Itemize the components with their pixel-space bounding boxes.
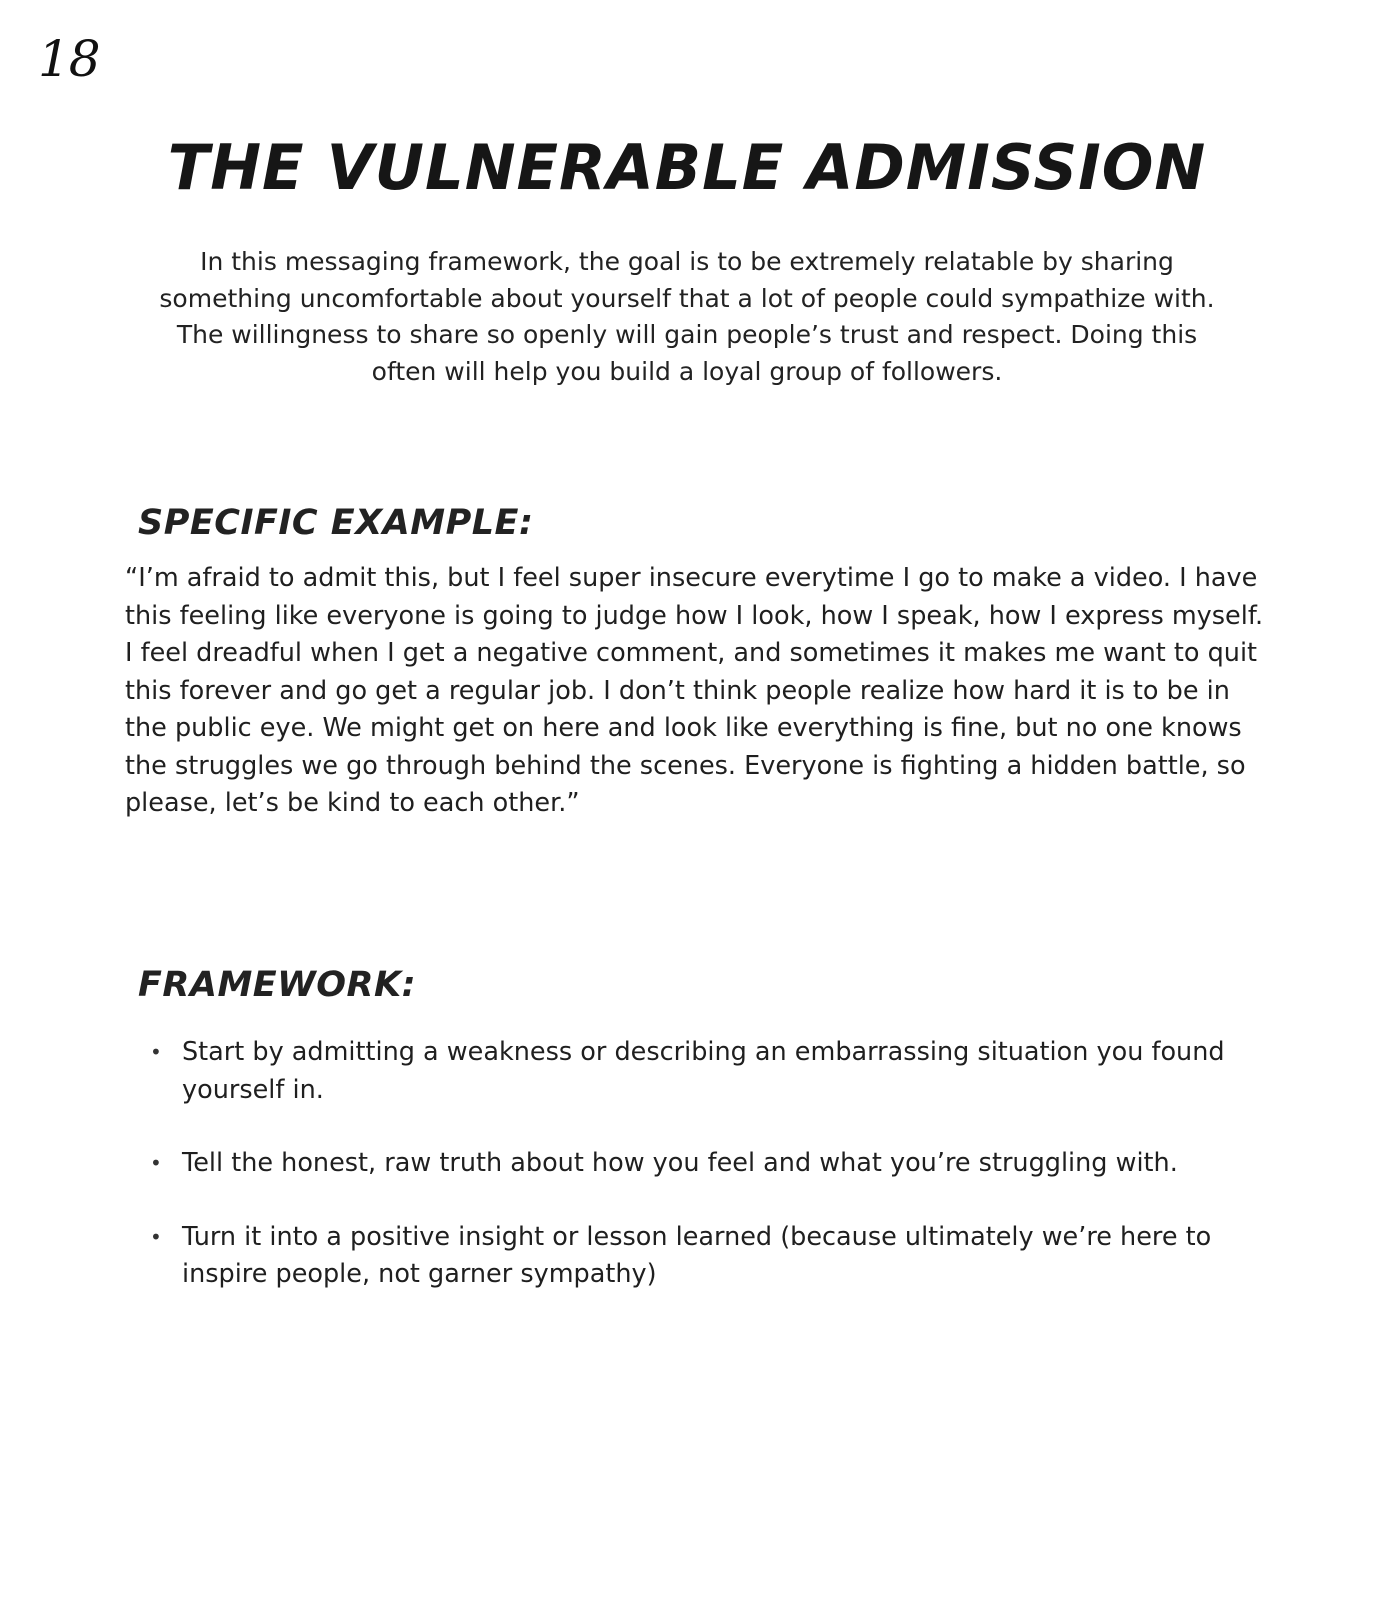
framework-item-text: Start by admitting a weakness or describing an embarrassing situation you found yourself in. [182,1037,1225,1105]
page-title: THE VULNERABLE ADMISSION [167,131,1207,204]
intro-paragraph: In this messaging framework, the goal is to be extremely relatable by sharing something uncomfortable about yourself that a lot of people could sympathize with. The willingness to share so openly will gain people’s trust and respect. Doing this often will help you build a loyal group of followers. [159,247,1215,386]
bullet-icon: • [150,1151,162,1175]
framework-item-text: Tell the honest, raw truth about how you feel and what you’re struggling with. [182,1148,1178,1178]
bullet-icon: • [150,1040,162,1064]
bullet-icon: • [150,1224,162,1249]
framework-heading: FRAMEWORK: [138,965,417,1005]
framework-item [150,1219,1230,1294]
framework-item [150,1145,1230,1183]
page-number: 18 [38,30,100,88]
framework-item-text: Turn it into a positive insight or lesson learned (because ultimately we’re here to inspire people, not garner sympathy) [182,1221,1212,1289]
specific-example-text: “I’m afraid to admit this, but I feel super insecure everytime I go to make a video. I have this feeling like everyone is going to judge how I look, how I speak, how I express myself. I feel dreadful when I get a negative comment, and sometimes it makes me want to quit this forever and go get a regular job. I don’t think people realize how hard it is to be in the public eye. We might get on here and look like everything is fine, but no one knows the struggles we go through behind the scenes. Everyone is fighting a hidden battle, so please, let’s be kind to each other.” [125,563,1264,818]
framework-list [150,1034,1230,1330]
specific-example-heading: SPECIFIC EXAMPLE: [138,503,534,543]
framework-item [150,1034,1230,1109]
